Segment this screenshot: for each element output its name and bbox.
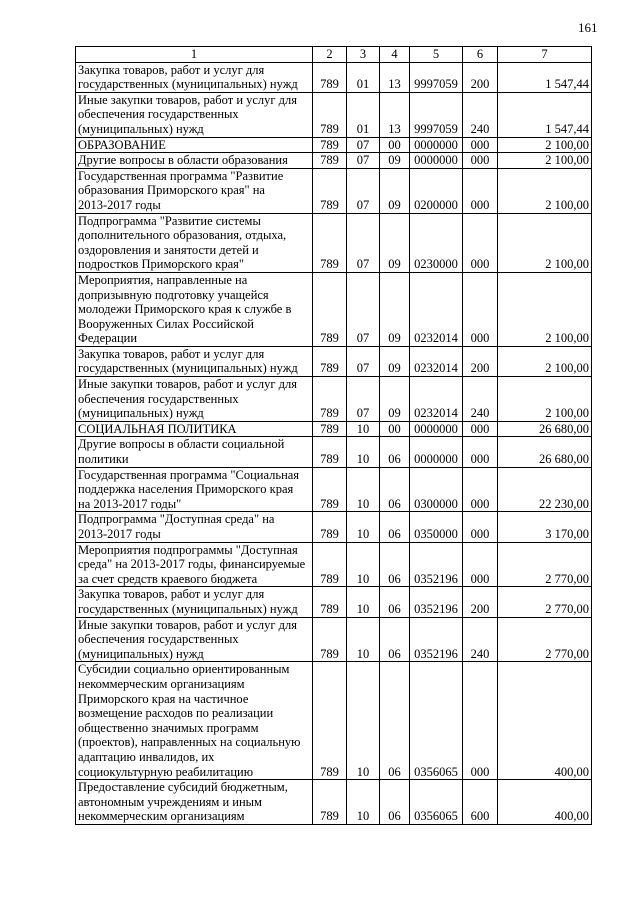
row-code: 000 [463,437,498,467]
row-code: 240 [463,92,498,137]
row-code: 06 [380,542,410,587]
row-code: 000 [463,137,498,153]
row-name: Другие вопросы в области социальной политики [76,437,313,467]
row-code: 10 [347,662,380,780]
row-code: 000 [463,421,498,437]
row-code: 789 [313,346,347,376]
row-code: 0200000 [410,168,463,213]
row-code: 000 [463,512,498,542]
row-sum: 3 170,00 [498,512,592,542]
row-code: 0000000 [410,421,463,437]
row-code: 000 [463,467,498,512]
row-code: 06 [380,512,410,542]
row-sum: 2 770,00 [498,542,592,587]
row-name: Закупка товаров, работ и услуг для государственных (муниципальных) нужд [76,587,313,617]
row-sum: 1 547,44 [498,62,592,92]
row-code: 789 [313,512,347,542]
row-code: 789 [313,153,347,169]
row-code: 10 [347,467,380,512]
row-sum: 2 100,00 [498,346,592,376]
row-code: 07 [347,346,380,376]
row-code: 240 [463,617,498,662]
row-code: 789 [313,377,347,422]
row-code: 0232014 [410,346,463,376]
row-name: СОЦИАЛЬНАЯ ПОЛИТИКА [76,421,313,437]
row-code: 10 [347,587,380,617]
row-code: 789 [313,617,347,662]
row-code: 789 [313,213,347,272]
row-code: 01 [347,62,380,92]
row-sum: 26 680,00 [498,437,592,467]
row-code: 240 [463,377,498,422]
row-code: 07 [347,168,380,213]
row-code: 000 [463,542,498,587]
row-code: 000 [463,153,498,169]
row-code: 06 [380,662,410,780]
row-name: Иные закупки товаров, работ и услуг для обеспечения государственных (муниципальных) нужд [76,617,313,662]
table-row [76,512,592,542]
table-row [76,780,592,825]
header-row [76,47,592,63]
row-code: 10 [347,512,380,542]
row-code: 13 [380,92,410,137]
row-code: 0000000 [410,437,463,467]
table-row [76,137,592,153]
row-code: 09 [380,346,410,376]
header-cell: 2 [313,47,347,63]
row-name: Закупка товаров, работ и услуг для государственных (муниципальных) нужд [76,62,313,92]
row-name: Предоставление субсидий бюджетным, автономным учреждениям и иным некоммерческим организациям [76,780,313,825]
row-name: Иные закупки товаров, работ и услуг для обеспечения государственных (муниципальных) нужд [76,92,313,137]
row-code: 789 [313,421,347,437]
row-name: Подпрограмма "Доступная среда" на 2013-2017 годы [76,512,313,542]
row-sum: 400,00 [498,662,592,780]
row-code: 09 [380,272,410,346]
row-code: 789 [313,92,347,137]
row-sum: 2 100,00 [498,213,592,272]
header-cell: 4 [380,47,410,63]
row-code: 0356065 [410,662,463,780]
row-code: 06 [380,467,410,512]
row-code: 0000000 [410,137,463,153]
row-sum: 2 100,00 [498,153,592,169]
row-code: 10 [347,617,380,662]
table-row [76,62,592,92]
row-code: 00 [380,421,410,437]
header-cell: 7 [498,47,592,63]
page-number: 161 [578,20,598,35]
row-code: 00 [380,137,410,153]
row-sum: 1 547,44 [498,92,592,137]
row-code: 07 [347,377,380,422]
row-code: 0000000 [410,153,463,169]
row-code: 06 [380,780,410,825]
row-code: 789 [313,587,347,617]
budget-table [75,46,592,825]
row-sum: 22 230,00 [498,467,592,512]
row-code: 13 [380,62,410,92]
row-code: 0352196 [410,542,463,587]
row-code: 06 [380,617,410,662]
row-code: 0352196 [410,617,463,662]
table-row [76,437,592,467]
row-name: Закупка товаров, работ и услуг для государственных (муниципальных) нужд [76,346,313,376]
row-code: 0232014 [410,377,463,422]
row-code: 09 [380,153,410,169]
table-row [76,346,592,376]
row-code: 10 [347,421,380,437]
row-code: 10 [347,437,380,467]
row-name: ОБРАЗОВАНИЕ [76,137,313,153]
row-code: 07 [347,153,380,169]
row-code: 600 [463,780,498,825]
table-row [76,587,592,617]
table-row [76,92,592,137]
table-row [76,662,592,780]
row-name: Подпрограмма "Развитие системы дополнительного образования, отдыха, оздоровления и занятости детей и подростков Приморского края" [76,213,313,272]
row-code: 000 [463,168,498,213]
table-row [76,377,592,422]
table-row [76,467,592,512]
row-code: 09 [380,213,410,272]
row-code: 789 [313,662,347,780]
row-code: 200 [463,346,498,376]
row-code: 789 [313,62,347,92]
row-code: 789 [313,137,347,153]
row-code: 0356065 [410,780,463,825]
row-code: 789 [313,467,347,512]
row-code: 09 [380,377,410,422]
table-row [76,213,592,272]
row-code: 07 [347,137,380,153]
header-cell: 3 [347,47,380,63]
row-code: 9997059 [410,62,463,92]
row-code: 01 [347,92,380,137]
row-code: 0350000 [410,512,463,542]
row-code: 0300000 [410,467,463,512]
row-code: 10 [347,780,380,825]
row-name: Иные закупки товаров, работ и услуг для обеспечения государственных (муниципальных) нужд [76,377,313,422]
table-row [76,168,592,213]
row-code: 789 [313,168,347,213]
table-row [76,153,592,169]
row-sum: 2 770,00 [498,617,592,662]
header-cell: 5 [410,47,463,63]
row-name: Государственная программа "Развитие образования Приморского края" на 2013-2017 годы [76,168,313,213]
row-name: Другие вопросы в области образования [76,153,313,169]
row-code: 000 [463,662,498,780]
row-code: 789 [313,272,347,346]
table-row [76,617,592,662]
table-row [76,272,592,346]
row-sum: 400,00 [498,780,592,825]
row-code: 0352196 [410,587,463,617]
row-code: 000 [463,213,498,272]
row-code: 07 [347,213,380,272]
row-code: 0232014 [410,272,463,346]
row-code: 200 [463,62,498,92]
row-code: 200 [463,587,498,617]
row-code: 789 [313,542,347,587]
row-sum: 2 100,00 [498,137,592,153]
row-sum: 2 100,00 [498,377,592,422]
row-code: 07 [347,272,380,346]
row-sum: 2 770,00 [498,587,592,617]
row-name: Мероприятия, направленные на допризывную подготовку учащейся молодежи Приморского края к службе в Вооруженных Силах Российской Федерации [76,272,313,346]
header-cell: 6 [463,47,498,63]
row-code: 06 [380,587,410,617]
table-row [76,542,592,587]
row-code: 000 [463,272,498,346]
table-row [76,421,592,437]
row-name: Субсидии социально ориентированным некоммерческим организациям Приморского края на частичное возмещение расходов по реализации общественно значимых программ (проектов), направленных на социальную адаптацию инвалидов, их социокультурную реабилитацию [76,662,313,780]
row-name: Государственная программа "Социальная поддержка населения Приморского края на 2013-2017 годы" [76,467,313,512]
header-cell: 1 [76,47,313,63]
row-code: 10 [347,542,380,587]
row-code: 09 [380,168,410,213]
row-sum: 26 680,00 [498,421,592,437]
row-name: Мероприятия подпрограммы "Доступная среда" на 2013-2017 годы, финансируемые за счет средств краевого бюджета [76,542,313,587]
row-sum: 2 100,00 [498,272,592,346]
row-code: 0230000 [410,213,463,272]
row-code: 06 [380,437,410,467]
row-code: 9997059 [410,92,463,137]
row-code: 789 [313,437,347,467]
row-code: 789 [313,780,347,825]
row-sum: 2 100,00 [498,168,592,213]
